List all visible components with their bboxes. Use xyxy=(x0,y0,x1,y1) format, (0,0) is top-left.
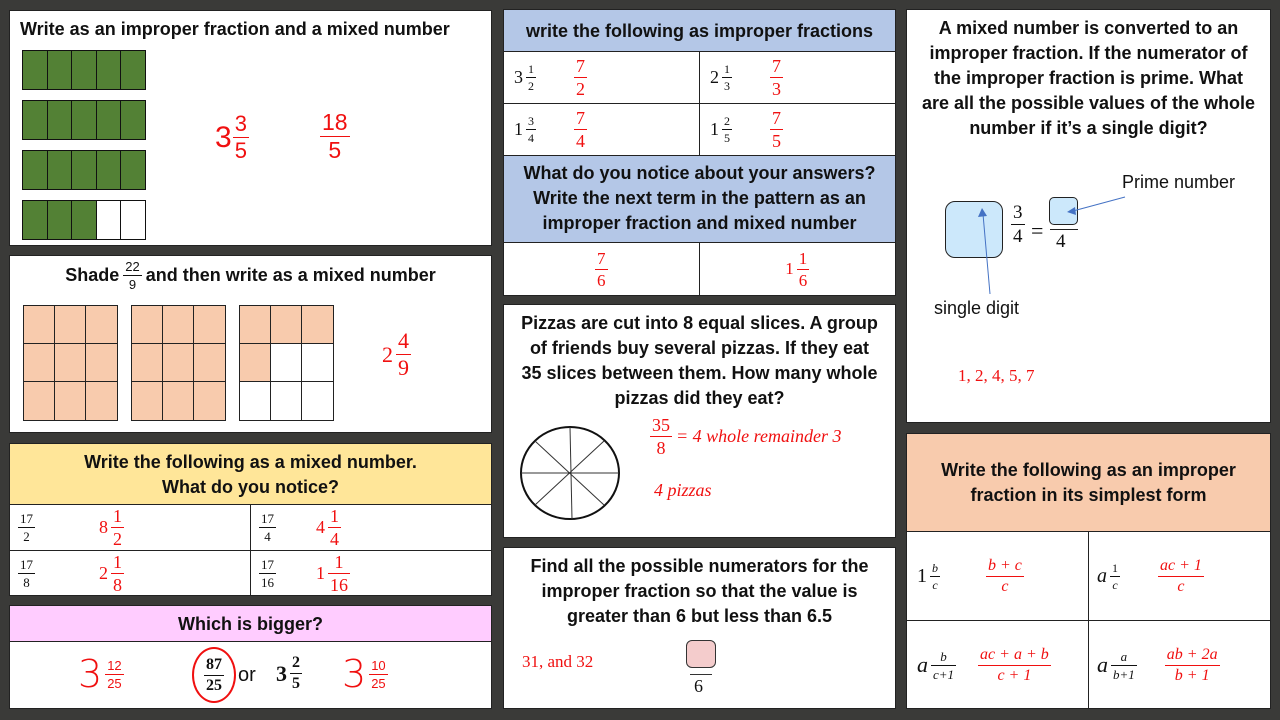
grid-2[interactable] xyxy=(131,305,226,421)
bar-row-3 xyxy=(22,150,146,190)
option-improper[interactable]: $\frac{87}{25}$ xyxy=(192,647,236,703)
equals-sign: = xyxy=(1031,218,1044,243)
bar-row-1 xyxy=(22,50,146,90)
answer-text: 1, 2, 4, 5, 7 xyxy=(958,366,1035,385)
question-text: A mixed number is converted to an improper fraction. If the numerator of the improper fraction is prime. What are all the possible values of the whole number if it’s a single digit? xyxy=(921,18,1256,138)
bar-row-4 xyxy=(22,200,146,240)
working-right: 3 $\frac{10}{25}$ xyxy=(342,652,386,696)
answer-mixed-number: 2 $\frac{4}{9}$ xyxy=(382,328,409,380)
improper-table: 3 $\frac{1}{2}$ $\frac{7}{2}$ 2 $\frac{1}{3}$ $\frac{7}{3}$ 1 $\frac{3}{4}$ $\frac{7}{4}$ 1 $\frac{2}{5}$ $\frac{7}{5}$ xyxy=(504,52,895,156)
grid-1[interactable] xyxy=(23,305,118,421)
option-mixed[interactable]: 3 $\frac{2}{5}$ xyxy=(276,654,300,692)
panel-shade-fraction xyxy=(9,255,492,433)
answer-mixed-number: 3 $\frac{3}{5}$ xyxy=(215,111,247,163)
fraction-bar xyxy=(1050,229,1078,230)
working-equation: $\frac{35}{8}$ = 4 whole remainder 3 xyxy=(652,415,842,458)
panel-which-is-bigger xyxy=(9,605,492,709)
panel-header: Which is bigger? xyxy=(10,606,491,642)
question-text: Find all the possible numerators for the improper fraction so that the value is greater than 6 but less than 6.5 xyxy=(530,556,869,626)
label-single-digit: single digit xyxy=(934,298,1020,318)
answer-improper-fraction: $\frac{18}{5}$ xyxy=(322,109,348,163)
denominator: 6 xyxy=(694,676,703,696)
panel-header: Write the following as a mixed number. What do you notice? xyxy=(10,444,491,505)
panel-title: Shade $\frac{22}{9}$ and then write as a mixed number xyxy=(65,259,436,292)
panel-pizza-problem xyxy=(503,304,896,538)
label-prime-number: Prime number xyxy=(1122,172,1236,192)
panel-write-improper xyxy=(503,9,896,296)
numerator-box[interactable] xyxy=(1049,197,1078,225)
panel-improper-and-mixed xyxy=(9,10,492,246)
answer-text: 31, and 32 xyxy=(522,652,594,671)
panel-algebraic-improper xyxy=(906,433,1271,709)
comparison-row xyxy=(10,642,491,709)
question-text: Pizzas are cut into 8 equal slices. A group of friends buy several pizzas. If they eat 35 slices between them. How many whole pizzas did they eat? xyxy=(521,313,878,408)
panel-header: Write the following as an improper fraction in its simplest form xyxy=(907,434,1270,532)
shading-grids xyxy=(23,305,334,421)
or-label: or xyxy=(238,664,256,686)
panel-header: write the following as improper fractions xyxy=(504,10,895,52)
pizza-diagram-icon xyxy=(518,425,622,521)
grid-3[interactable] xyxy=(239,305,334,421)
rhs-denominator: 4 xyxy=(1056,231,1066,252)
panel-prime-numerator xyxy=(906,9,1271,423)
fraction-bar xyxy=(690,674,712,675)
answer-text: 4 pizzas xyxy=(654,480,712,500)
panel-title: Write as an improper fraction and a mixed number xyxy=(20,19,450,39)
panel-possible-numerators xyxy=(503,547,896,709)
whole-number-box[interactable] xyxy=(945,201,1003,258)
given-fraction: 3 4 xyxy=(1013,202,1023,247)
working-left: 3 $\frac{12}{25}$ xyxy=(78,652,122,696)
bar-row-2 xyxy=(22,100,146,140)
mixed-number-table: $\frac{17}{2}$ 8 $\frac{1}{2}$ $\frac{17}{4}$ 4 $\frac{1}{4}$ $\frac{17}{8}$ 2 $\frac{1}{8}$ $\frac{17}{16}$ 1 $\frac{1}{16}$ xyxy=(10,505,491,596)
algebra-table: 1 $\frac{b}{c}$ $\frac{b + c}{c}$ a $\frac{1}{c}$ $\frac{ac + 1}{c}$ a $\frac{b}{c+1}$ $\frac{ac + a + b}{c + 1}$ a $\frac{a}{b+1}$ $\frac{ab + 2a}{b + 1}$ xyxy=(907,532,1270,709)
next-term-row: $\frac{7}{6}$ 1 $\frac{1}{6}$ xyxy=(504,243,895,295)
notice-header: What do you notice about your answers? Write the next term in the pattern as an improper fraction and mixed number xyxy=(504,156,895,243)
numerator-input-box[interactable] xyxy=(686,640,716,668)
panel-write-mixed-number xyxy=(9,443,492,596)
bar-models xyxy=(22,50,146,246)
